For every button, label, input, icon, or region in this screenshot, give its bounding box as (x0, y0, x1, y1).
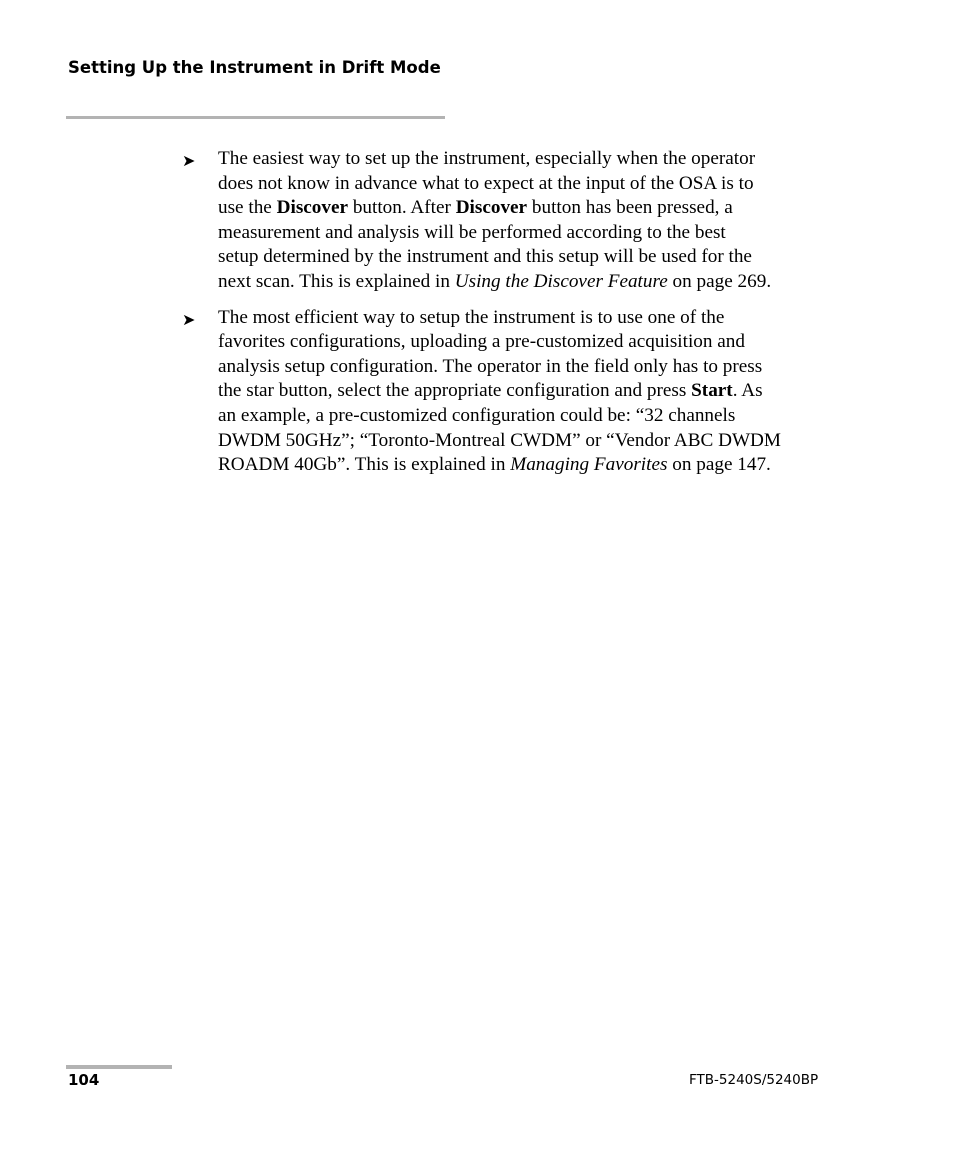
bullet-text (218, 306, 818, 478)
bold-term: Start (691, 380, 733, 402)
bold-term: Discover (276, 197, 349, 219)
product-name: FTB-5240S/5240BP (689, 1072, 819, 1088)
text-run: on page 269. (667, 270, 772, 292)
text-line (218, 453, 818, 478)
page-header-title: Setting Up the Instrument in Drift Mode (68, 58, 441, 77)
text-line (218, 330, 818, 355)
text-run: . As (732, 380, 763, 402)
text-run: next scan. This is explained in (218, 270, 455, 292)
text-line (218, 270, 818, 295)
text-line (218, 147, 818, 172)
text-run: button. After (348, 197, 456, 219)
text-line (218, 196, 818, 221)
text-line (218, 379, 818, 404)
text-line (218, 221, 818, 246)
text-run: setup determined by the instrument and this setup will be used for the (218, 246, 752, 268)
header-divider (66, 116, 445, 119)
text-run: DWDM 50GHz”; “Toronto-Montreal CWDM” or “Vendor ABC DWDM (218, 429, 781, 451)
text-line (218, 172, 818, 197)
arrowhead-bullet-icon: ➤ (182, 309, 196, 329)
text-run: use the (218, 197, 277, 219)
bullet-list (0, 147, 954, 489)
bullet-item-favorites (0, 306, 954, 478)
text-run: analysis setup configuration. The operator in the field only has to press (218, 355, 763, 377)
text-run: on page 147. (667, 454, 771, 476)
arrowhead-bullet-icon: ➤ (182, 151, 196, 170)
text-run: the star button, select the appropriate configuration and press (218, 380, 692, 402)
text-line (218, 429, 818, 454)
text-line (218, 306, 818, 331)
bullet-text (218, 147, 818, 295)
text-run: favorites configurations, uploading a pre-customized acquisition and (218, 331, 745, 353)
cross-reference: Managing Favorites (510, 454, 668, 476)
text-run: does not know in advance what to expect at the input of the OSA is to (218, 172, 754, 194)
bullet-item-discover (0, 147, 954, 295)
text-run: The easiest way to set up the instrument, especially when the operator (218, 148, 756, 169)
text-line (218, 245, 818, 270)
text-run: The most efficient way to setup the instrument is to use one of the (218, 306, 725, 328)
text-line (218, 404, 818, 429)
text-run: measurement and analysis will be performed according to the best (218, 221, 726, 243)
page-number: 104 (68, 1071, 100, 1089)
text-line (218, 355, 818, 380)
text-run: ROADM 40Gb”. This is explained in (218, 454, 511, 476)
text-run: button has been pressed, a (527, 197, 733, 219)
cross-reference: Using the Discover Feature (454, 270, 668, 292)
text-run: an example, a pre-customized configuration could be: “32 channels (218, 404, 736, 426)
bold-term: Discover (455, 197, 528, 219)
footer-divider (66, 1065, 172, 1069)
